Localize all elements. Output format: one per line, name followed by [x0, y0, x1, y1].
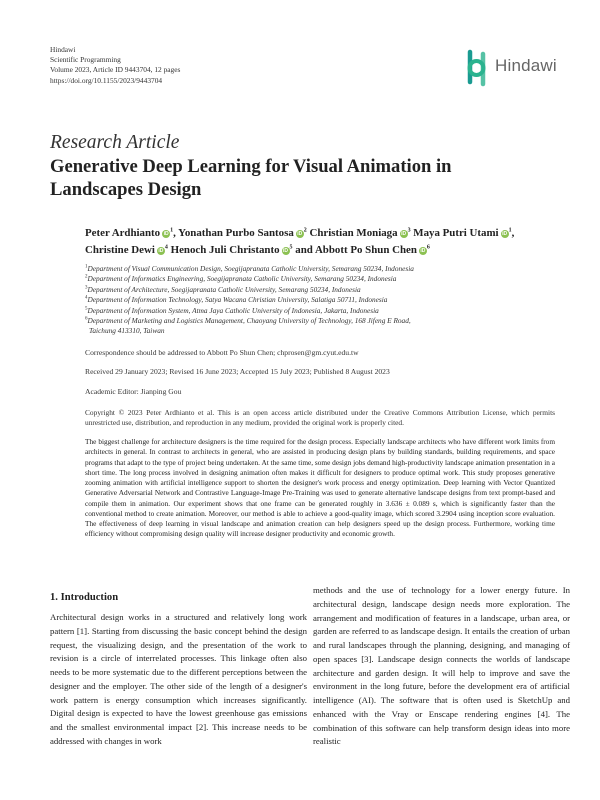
article-meta: [50, 45, 180, 86]
affiliation-number: 6: [85, 316, 88, 322]
orcid-icon[interactable]: iD: [420, 248, 426, 254]
publisher-name: Hindawi: [50, 45, 76, 54]
author-affiliation-number: 2: [303, 227, 307, 234]
academic-editor: Academic Editor: Jianping Gou: [85, 387, 182, 396]
affiliation-number: 5: [85, 306, 88, 312]
author-list: [85, 225, 565, 259]
orcid-icon[interactable]: iD: [401, 231, 407, 237]
orcid-icon[interactable]: iD: [502, 231, 508, 237]
author-name[interactable]: Peter Ardhianto: [85, 227, 161, 239]
author-affiliation-number: 4: [164, 244, 168, 251]
author-name[interactable]: Yonathan Purbo Santosa: [178, 227, 294, 239]
affiliation-text: Department of Informatics Engineering, Soegijapranata Catholic University, Semarang 50234, Indonesia: [87, 274, 397, 284]
orcid-icon[interactable]: iD: [163, 231, 169, 237]
hindawi-logo-icon: [461, 48, 493, 88]
author-affiliation-number: 5: [289, 244, 293, 251]
orcid-icon[interactable]: iD: [297, 231, 303, 237]
affiliation-item: [85, 295, 555, 305]
journal-name: Scientific Programming: [50, 55, 121, 65]
intro-column-right: methods and the use of technology for a lower energy future. In architectural design, landscape design needs more exploration. The arrangement and modification of features in a landscape, urban area, or garden are referred to as landscape design. It entails the creation of urban and rural landscapes through the planning, designing, and managing of open spaces [3]. Landscape design connects the worlds of landscape architecture and garden design. It will help to improve and save the environment in the long future, before the development era of artificial intelligence (AI). The software that is often used is SketchUp and enhanced with the Vray or Enscape rendering engines [4]. The combination of this software can help transform design ideas into more realistic: [313, 585, 570, 747]
author-separator: and: [292, 244, 315, 256]
orcid-icon[interactable]: iD: [158, 248, 164, 254]
affiliation-item: [85, 264, 555, 274]
hindawi-logo: [461, 48, 557, 88]
section-heading: 1. Introduction: [50, 592, 119, 603]
author-affiliation-number: 1: [170, 227, 174, 234]
affiliation-item: [85, 285, 555, 295]
author-name[interactable]: Abbott Po Shun Chen: [314, 244, 417, 256]
affiliation-item: [85, 274, 555, 284]
logo-wordmark: Hindawi: [495, 56, 557, 75]
abstract: The biggest challenge for architecture designers is the time required for the design process. Especially landscape architects who have different work limits from architects in general. In contrast to architects in general, who are assisted in producing design plans by building standards, building requirements, and space programs that adapt to the type of project being undertaken. At the same time, some design jobs demand high-productivity landscape animation presentation in a short time. The long process involved in designing animation often makes it difficult for designers to produce optimal work. This study proposes generative zooming animation with artificial intelligence support to shorten the designer's work process and energy optimization. Deep learning with Vector Quantized Generative Adversarial Network and Contrastive Language-Image Pre-Training was used to generate alternative landscape designs from text prompt-based and compile them in animation. Our experiment shows that one frame can be generated roughly in 3.636 ± 0.089 s, which is significantly faster than the conventional method to create animation. Moreover, our method is able to achieve a good-quality image, which scored 3.2904 using inception score evaluation. The effectiveness of deep learning in visual landscape and animation creation can help designers speed up the design process. Furthermore, working time efficiency without compromising design quality will increase designer productivity and economic growth.: [85, 437, 555, 539]
author-affiliation-number: 6: [426, 244, 430, 251]
intro-column-left: Architectural design works in a structured and relatively long work pattern [1]. Starting from discussing the basic concept behind the design request, the visualizing design, and the presentation of the work to revision is a circle of interrelated processes. This linkage often also needs to be more systematic due to the different perceptions between the designer and the employer. The other side of the length of a designer's work pattern is energy consumption which increases significantly. Digital design is expected to have the lowest greenhouse gas emissions and the smallest environmental impact [2]. This increase needs to be addressed with changes in work: [50, 612, 307, 746]
affiliation-number: 4: [85, 295, 88, 301]
affiliation-text: Department of Architecture, Soegijapranata Catholic University, Semarang 50234, Indonesia: [87, 284, 361, 294]
affiliation-number: 3: [85, 285, 88, 291]
author-name[interactable]: Henoch Juli Christanto: [170, 244, 280, 256]
affiliation-list: [85, 264, 555, 337]
author-name[interactable]: Maya Putri Utami: [413, 227, 499, 239]
correspondence: Correspondence should be addressed to Abbott Po Shun Chen; chprosen@gm.cyut.edu.tw: [85, 348, 359, 357]
article-type: Research Article: [50, 132, 180, 153]
affiliation-text: Department of Visual Communication Design, Soegijapranata Catholic University, Semarang 50234, Indonesia: [87, 264, 414, 273]
affiliation-text: Department of Information System, Atma Jaya Catholic University of Indonesia, Jakarta, Indonesia: [87, 305, 379, 315]
affiliation-item: [85, 316, 555, 326]
affiliation-text: Department of Marketing and Logistics Management, Chaoyang University of Technology, 168 Jifeng E Road,: [87, 316, 411, 326]
author-separator: ,: [173, 227, 179, 239]
affiliation-text: Department of Information Technology, Satya Wacana Christian University, Salatiga 50711, Indonesia: [87, 295, 388, 305]
author-name[interactable]: Christine Dewi: [85, 244, 155, 256]
doi-link[interactable]: https://doi.org/10.1155/2023/9443704: [50, 75, 163, 85]
author-affiliation-number: 3: [407, 227, 411, 234]
affiliation-number: 2: [85, 274, 88, 280]
affiliation-text-continued: Taichung 413310, Taiwan: [89, 326, 165, 336]
affiliation-item: [85, 306, 555, 316]
copyright-notice: Copyright © 2023 Peter Ardhianto et al. This is an open access article distributed under the Creative Commons Attribution License, which permits unrestricted use, distribution, and reproduction in any medium, provided the original work is properly cited.: [85, 408, 555, 428]
affiliation-number: 1: [85, 264, 88, 270]
publication-dates: Received 29 January 2023; Revised 16 June 2023; Accepted 15 July 2023; Published 8 August 2023: [85, 367, 390, 376]
author-affiliation-number: 1: [508, 227, 512, 234]
orcid-icon[interactable]: iD: [283, 248, 289, 254]
author-name[interactable]: Christian Moniaga: [309, 227, 398, 239]
volume-info: Volume 2023, Article ID 9443704, 12 pages: [50, 65, 181, 75]
author-separator: ,: [511, 227, 515, 239]
article-title: Generative Deep Learning for Visual Animation in Landscapes Design: [50, 156, 452, 200]
